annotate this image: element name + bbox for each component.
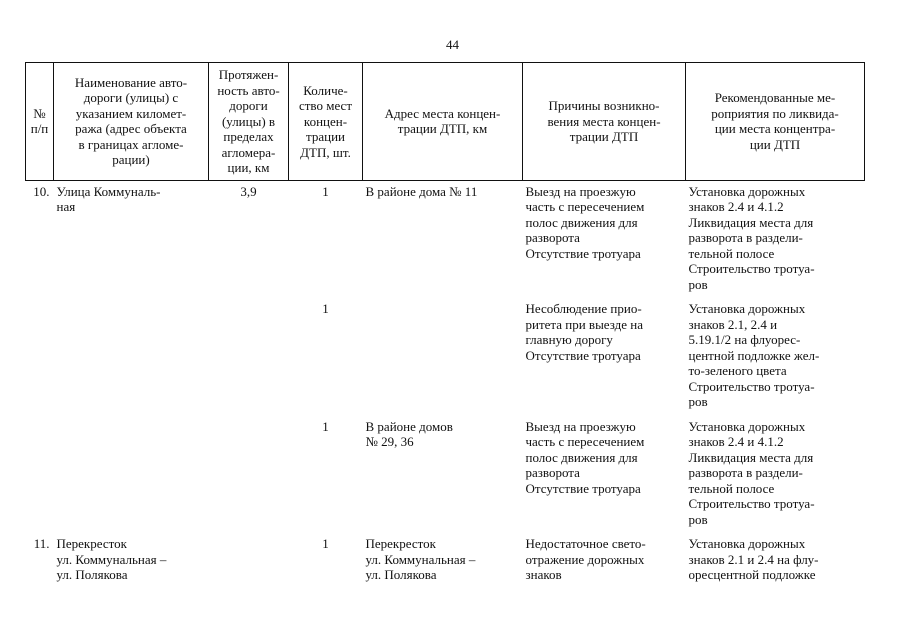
header-number: № п/п [26,63,54,181]
row-road-length [209,292,289,410]
row-measures: Установка дорожных знаков 2.1, 2.4 и 5.19.1/2 на флуорес- центной подложке жел- то-зеленого цвета Строительство тротуа- ров [688,301,820,409]
row-road-length [209,527,289,583]
header-measures: Рекомендованные ме- роприятия по ликвида- ции места концентра- ции ДТП [686,63,865,181]
row-address: Перекресток ул. Коммунальная – ул. Полякова [365,536,476,582]
table-row [26,527,865,583]
row-accident-count: 1 [322,536,329,551]
row-causes: Выезд на проезжую часть с пересечением полос движения для разворота Отсутствие тротуара [525,183,645,261]
header-accident-count: Количе- ство мест концен- трации ДТП, шт. [289,63,363,181]
table-row [26,180,865,292]
header-causes: Причины возникно- вения места концен- трации ДТП [523,63,686,181]
row-causes: Выезд на проезжую часть с пересечением полос движения для разворота Отсутствие тротуара [525,418,645,496]
row-address: В районе домов № 29, 36 [365,418,453,449]
table-row [26,410,865,528]
accident-concentration-table [25,62,865,583]
row-road-name [54,410,209,528]
header-road-length: Протяжен- ность авто- дороги (улицы) в пределах агломера- ции, км [209,63,289,181]
table-header-row [26,63,865,181]
row-measures: Установка дорожных знаков 2.4 и 4.1.2 Ликвидация места для разворота в раздели- тельной полосе Строительство тротуа- ров [688,418,815,527]
row-number [26,292,54,410]
row-accident-count: 1 [322,301,329,316]
row-road-name [54,292,209,410]
row-measures: Установка дорожных знаков 2.4 и 4.1.2 Ликвидация места для разворота в раздели- тельной полосе Строительство тротуа- ров [688,183,815,292]
row-causes: Несоблюдение прио- ритета при выезде на главную дорогу Отсутствие тротуара [525,301,643,363]
row-accident-count: 1 [322,183,329,199]
row-number: 11. [33,536,50,551]
row-number [26,410,54,528]
row-address [363,292,523,410]
row-road-name: Перекресток ул. Коммунальная – ул. Полякова [56,536,167,582]
row-measures: Установка дорожных знаков 2.1 и 2.4 на флу- оресцентной подложке [688,536,819,582]
row-accident-count: 1 [322,418,329,434]
row-road-length: 3,9 [240,183,257,199]
row-road-name: Улица Коммуналь- ная [56,183,161,214]
row-address: В районе дома № 11 [365,183,478,199]
table-row [26,292,865,410]
page-number: 44 [446,37,459,52]
row-causes: Недостаточное свето- отражение дорожных знаков [525,536,646,582]
header-road-name: Наименование авто- дороги (улицы) с указанием километ- ража (адрес объекта в границах агломе- рации) [54,63,209,181]
row-road-length [209,410,289,528]
row-number: 10. [33,183,50,199]
header-address: Адрес места концен- трации ДТП, км [363,63,523,181]
